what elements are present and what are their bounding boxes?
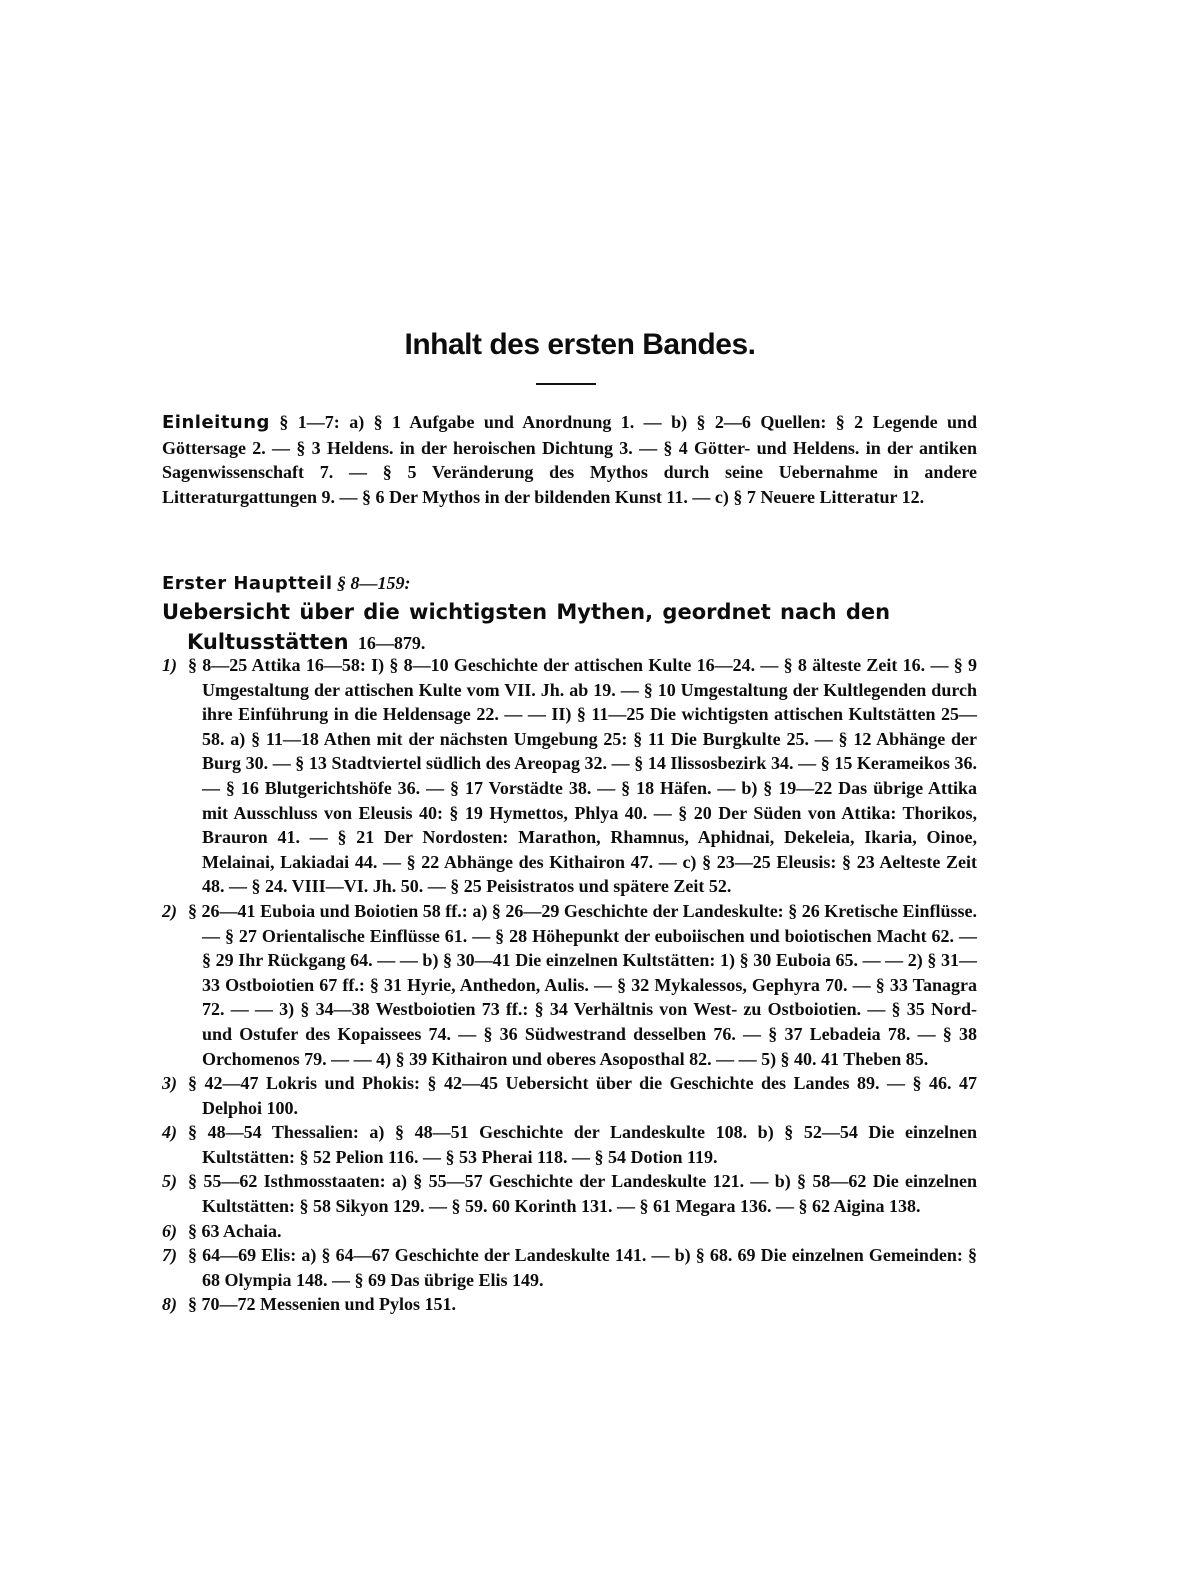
entry-number: 6): [162, 1220, 177, 1241]
entry-number: 1): [162, 655, 177, 675]
toc-entry: [162, 1120, 977, 1169]
toc-entry: [162, 1169, 977, 1218]
entry-text: § 64—69 Elis: a) § 64—67 Geschichte der Landeskulte 141. — b) § 68. 69 Die einzelnen Gemeinden: § 68 Olympia 148. — § 69 Das übrige Elis 149.: [188, 1245, 977, 1290]
toc-entry: [162, 1292, 977, 1317]
entry-text: § 42—47 Lokris und Phokis: § 42—45 Uebersicht über die Geschichte des Landes 89. — § 46. 47 Delphoi 100.: [188, 1073, 977, 1118]
entry-number: 3): [162, 1073, 177, 1094]
entry-number: 2): [162, 900, 177, 921]
entry-text: § 70—72 Messenien und Pylos 151.: [188, 1294, 457, 1315]
entry-text: § 8—25 Attika 16—58: I) § 8—10 Geschichte der attischen Kulte 16—24. — § 8 älteste Zeit 16. — § 9 Umgestaltung der attischen Kulte vom VII. Jh. ab 19. — § 10 Umgestaltung der Kultlegenden durch ihre Einführung in die Heldensage 22. — — II) § 11—25 Die wichtigsten attischen Kultstätten 25—58. a) § 11—18 Athen mit der nächsten Umgebung 25: § 11 Die Burgkulte 25. — § 12 Abhänge der Burg 30. — § 13 Stadtviertel südlich des Areopag 32. — § 14 Ilissosbezirk 34. — § 15 Kerameikos 36. — § 16 Blutgerichtshöfe 36. — § 17 Vorstädte 38. — § 18 Häfen. — b) § 19—22 Das übrige Attika mit Ausschluss von Eleusis 40: § 19 Hymettos, Phlya 40. — § 20 Der Süden von Attika: Thorikos, Brauron 41. — § 21 Der Nordosten: Marathon, Rhamnus, Aphidnai, Dekeleia, Ikaria, Oinoe, Melainai, Lakiadai 44. — § 22 Abhänge des Kithairon 47. — c) § 23—25 Eleusis: § 23 Aelteste Zeit 48. — § 24. VIII—VI. Jh. 50. — § 25 Peisistratos und spätere Zeit 52.: [188, 655, 977, 897]
toc-entries: [162, 653, 977, 1317]
toc-entry: [162, 1071, 977, 1120]
toc-entry: [162, 1219, 977, 1244]
entry-text: § 26—41 Euboia und Boiotien 58 ff.: a) § 26—29 Geschichte der Landeskulte: § 26 Kretische Einflüsse. — § 27 Orientalische Einflüsse 61. — § 28 Höhepunkt der euboiischen und boiotischen Macht 62. — § 29 Ihr Rückgang 64. — — b) § 30—41 Die einzelnen Kultstätten: 1) § 30 Euboia 65. — — 2) § 31—33 Ostboiotien 67 ff.: § 31 Hyrie, Anthedon, Aulis. — § 32 Mykalessos, Gephyra 70. — § 33 Tanagra 72. — — 3) § 34—38 Westboiotien 73 ff.: § 34 Verhältnis von West- zu Ostboiotien. — § 35 Nord- und Ostufer des Kopaissees 74. — § 36 Südwestrand desselben 76. — § 37 Lebadeia 78. — § 38 Orchomenos 79. — — 4) § 39 Kithairon und oberes Asoposthal 82. — — 5) § 40. 41 Theben 85.: [188, 900, 977, 1069]
part-title-line: [162, 569, 977, 598]
part-subtitle: Uebersicht über die wichtigsten Mythen, geordnet nach den Kultusstätten: [162, 600, 891, 654]
page-title: Inhalt des ersten Bandes.: [404, 328, 756, 361]
title-rule: [536, 383, 596, 385]
toc-entry: [162, 1243, 977, 1292]
part-range: § 8—159:: [337, 573, 411, 593]
part-pages: 16—879.: [357, 633, 426, 653]
entry-number: 7): [162, 1245, 177, 1266]
entry-number: 8): [162, 1294, 177, 1315]
introduction-entry: [162, 410, 977, 509]
entry-number: 4): [162, 1122, 177, 1143]
entry-text: § 48—54 Thessalien: a) § 48—51 Geschichte der Landeskulte 108. b) § 52—54 Die einzelnen Kultstätten: § 52 Pelion 116. — § 53 Pherai 118. — § 54 Dotion 119.: [188, 1122, 977, 1167]
part-heading: [162, 569, 977, 658]
entry-number: 5): [162, 1171, 177, 1192]
toc-entry: [162, 653, 977, 899]
entry-text: § 63 Achaia.: [188, 1220, 282, 1241]
introduction-lead: Einleitung: [162, 412, 270, 433]
introduction-text: § 1—7: a) § 1 Aufgabe und Anordnung 1. — b) § 2—6 Quellen: § 2 Legende und Göttersage 2. — § 3 Heldens. in der heroischen Dichtung 3. — § 4 Götter- und Heldens. in der antiken Sagenwissenschaft 7. — § 5 Veränderung des Mythos durch seine Uebernahme in andere Litteraturgattungen 9. — § 6 Der Mythos in der bildenden Kunst 11. — c) § 7 Neuere Litteratur 12.: [162, 412, 978, 507]
entry-text: § 55—62 Isthmosstaaten: a) § 55—57 Geschichte der Landeskulte 121. — b) § 58—62 Die einzelnen Kultstätten: § 58 Sikyon 129. — § 59. 60 Korinth 131. — § 61 Megara 136. — § 62 Aigina 138.: [188, 1171, 977, 1217]
part-subtitle-block: [162, 597, 977, 658]
toc-entry: [162, 899, 977, 1071]
part-lead: Erster Hauptteil: [162, 573, 333, 594]
